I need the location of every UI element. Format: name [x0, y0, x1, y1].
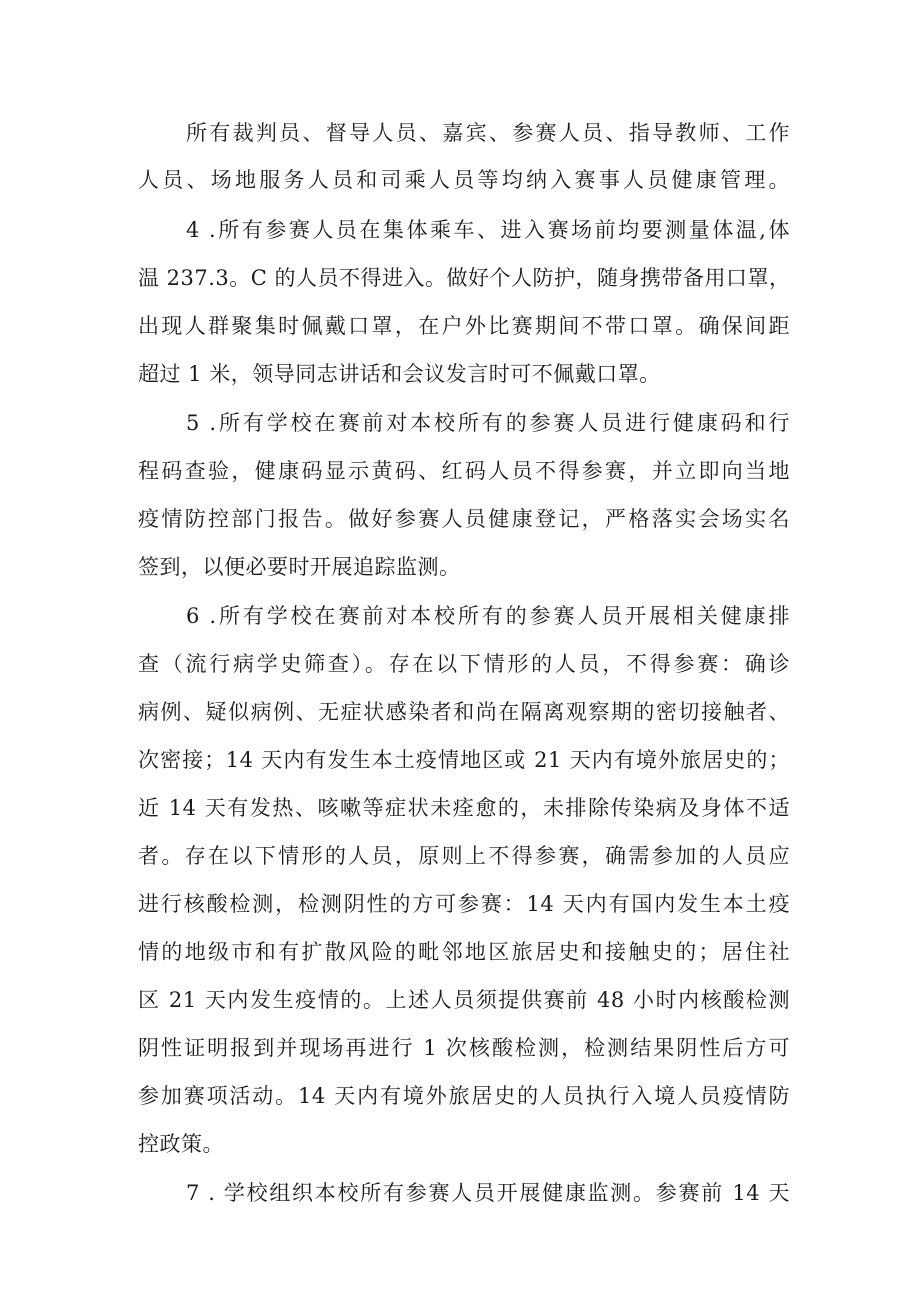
text-line: 查（流行病学史筛查）。存在以下情形的人员，不得参赛：确诊 — [138, 652, 790, 676]
text-line: 区 21 天内发生疫情的。上述人员须提供赛前 48 小时内核酸检测 — [138, 988, 790, 1012]
text-line: 阴性证明报到并现场再进行 1 次核酸检测，检测结果阴性后方可 — [138, 1036, 790, 1060]
text-line: 近 14 天有发热、咳嗽等症状未痊愈的，未排除传染病及身体不适 — [138, 796, 790, 820]
text-line: 所有裁判员、督导人员、嘉宾、参赛人员、指导教师、工作 — [186, 121, 790, 145]
text-line: 参加赛项活动。14 天内有境外旅居史的人员执行入境人员疫情防 — [138, 1084, 790, 1108]
text-line: 控政策。 — [138, 1132, 224, 1156]
text-line: 次密接；14 天内有发生本土疫情地区或 21 天内有境外旅居史的； — [138, 748, 790, 772]
text-line: 超过 1 米，领导同志讲话和会议发言时可不佩戴口罩。 — [138, 362, 661, 386]
text-line: 7 . 学校组织本校所有参赛人员开展健康监测。参赛前 14 天 — [186, 1181, 790, 1205]
text-line: 疫情防控部门报告。做好参赛人员健康登记，严格落实会场实名 — [138, 507, 790, 531]
text-line: 者。存在以下情形的人员，原则上不得参赛，确需参加的人员应 — [138, 844, 790, 868]
text-line: 温 237.3。C 的人员不得进入。做好个人防护，随身携带备用口罩， — [138, 266, 791, 290]
text-line: 签到，以便必要时开展追踪监测。 — [138, 555, 461, 579]
text-line: 进行核酸检测，检测阴性的方可参赛：14 天内有国内发生本土疫 — [138, 892, 790, 916]
text-line: 6 .所有学校在赛前对本校所有的参赛人员开展相关健康排 — [186, 604, 790, 628]
text-line: 人员、场地服务人员和司乘人员等均纳入赛事人员健康管理。 — [138, 168, 790, 192]
text-line: 病例、疑似病例、无症状感染者和尚在隔离观察期的密切接触者、 — [138, 700, 790, 724]
text-line: 程码查验，健康码显示黄码、红码人员不得参赛，并立即向当地 — [138, 459, 790, 483]
text-line: 4 .所有参赛人员在集体乘车、进入赛场前均要测量体温,体 — [186, 218, 790, 242]
text-line: 情的地级市和有扩散风险的毗邻地区旅居史和接触史的；居住社 — [138, 940, 790, 964]
text-line: 出现人群聚集时佩戴口罩，在户外比赛期间不带口罩。确保间距 — [138, 314, 790, 338]
text-line: 5 .所有学校在赛前对本校所有的参赛人员进行健康码和行 — [186, 411, 790, 435]
